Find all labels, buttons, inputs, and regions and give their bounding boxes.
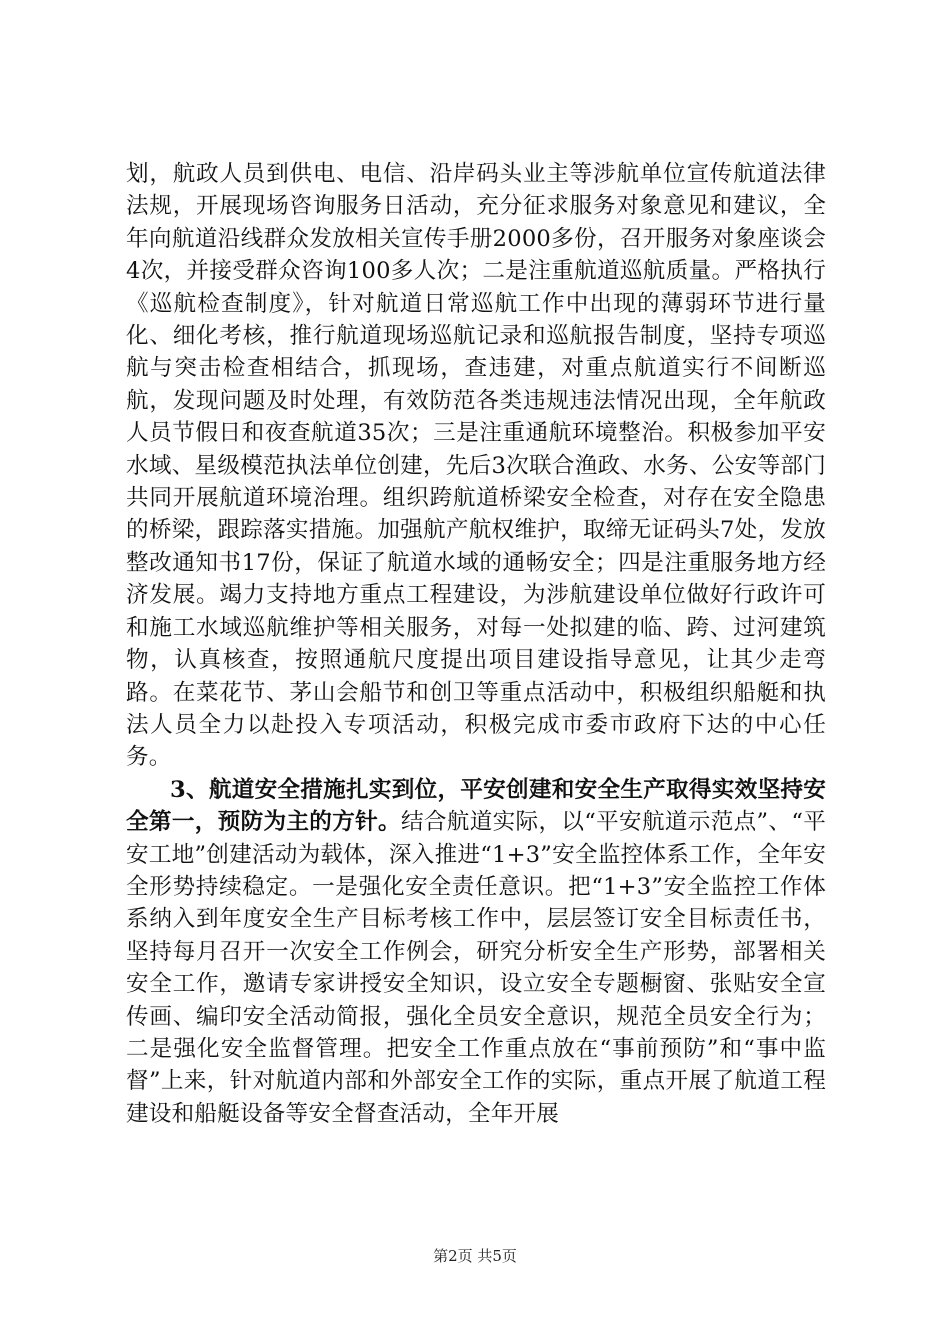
page-number-footer: 第2页 共5页: [433, 1247, 517, 1265]
document-body: [126, 158, 826, 1130]
body-paragraph: 划，航政人员到供电、电信、沿岸码头业主等涉航单位宣传航道法律法规，开展现场咨询服务日活动，充分征求服务对象意见和建议，全年向航道沿线群众发放相关宣传手册2000多份，召开服务对象座谈会4次，并接受群众咨询100多人次；二是注重航道巡航质量。严格执行《巡航检查制度》，针对航道日常巡航工作中出现的薄弱环节进行量化、细化考核，推行航道现场巡航记录和巡航报告制度，坚持专项巡航与突击检查相结合，抓现场，查违建，对重点航道实行不间断巡航，发现问题及时处理，有效防范各类违规违法情况出现，全年航政人员节假日和夜查航道35次；三是注重通航环境整治。积极参加平安水域、星级模范执法单位创建，先后3次联合渔政、水务、公安等部门共同开展航道环境治理。组织跨航道桥梁安全检查，对存在安全隐患的桥梁，跟踪落实措施。加强航产航权维护，取缔无证码头7处，发放整改通知书17份，保证了航道水域的通畅安全；四是注重服务地方经济发展。竭力支持地方重点工程建设，为涉航建设单位做好行政许可和施工水域巡航维护等相关服务，对每一处拟建的临、跨、过河建筑物，认真核查，按照通航尺度提出项目建设指导意见，让其少走弯路。在菜花节、茅山会船节和创卫等重点活动中，积极组织船艇和执法人员全力以赴投入专项活动，积极完成市委市政府下达的中心任务。: [126, 161, 826, 771]
section-body-text: 结合航道实际，以“平安航道示范点”、“平安工地”创建活动为载体，深入推进“1+3”安全监控体系工作，全年安全形势持续稳定。一是强化安全责任意识。把“1+3”安全监控工作体系纳入到年度安全生产目标考核工作中，层层签订安全目标责任书，坚持每月召开一次安全工作例会，研究分析安全生产形势，部署相关安全工作，邀请专家讲授安全知识，设立安全专题橱窗、张贴安全宣传画、编印安全活动简报，强化全员安全意识，规范全员安全行为；二是强化安全监督管理。把安全工作重点放在“事前预防”和“事中监督”上来，针对航道内部和外部安全工作的实际，重点开展了航道工程建设和船艇设备等安全督查活动，全年开展: [126, 809, 827, 1127]
section-heading: 3、航道安全措施扎实到位，平安创建和安全生产取得实效坚持安全第一，预防为主的方针。: [126, 776, 826, 836]
section-paragraph: [126, 774, 826, 1130]
